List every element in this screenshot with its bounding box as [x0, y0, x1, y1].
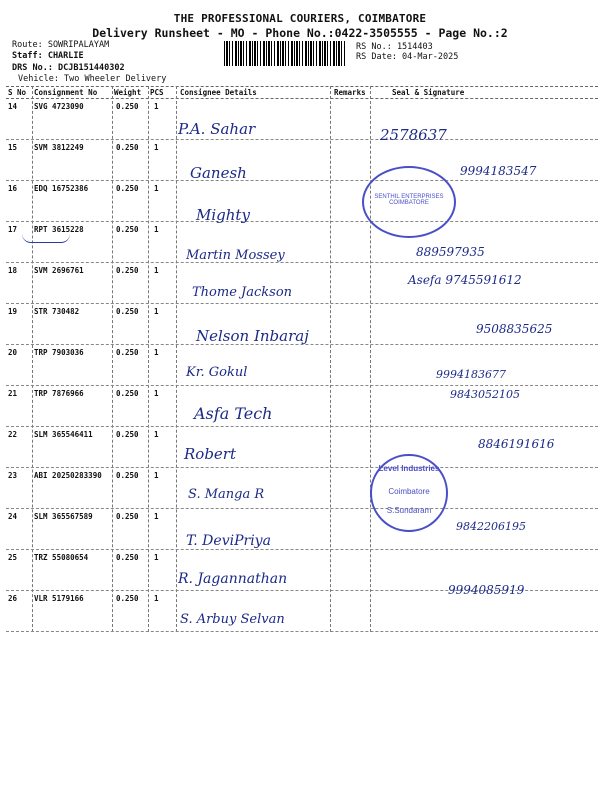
handwritten-signature: 9842206195	[456, 520, 526, 533]
pcs-cell: 1	[154, 348, 159, 357]
route-label: Route: SOWRIPALAYAM	[12, 40, 110, 50]
staff-label: Staff: CHARLIE	[12, 51, 84, 61]
handwritten-signature: 889597935	[416, 245, 485, 259]
consignment-cell: SVM 2696761	[34, 266, 84, 275]
pcs-cell: 1	[154, 389, 159, 398]
pcs-cell: 1	[154, 225, 159, 234]
barcode	[224, 41, 346, 66]
sno-cell: 25	[8, 553, 18, 562]
col-consignee: Consignee Details	[180, 88, 257, 97]
weight-cell: 0.250	[116, 430, 139, 439]
pcs-cell: 1	[154, 143, 159, 152]
consignment-cell: SLM 365546411	[34, 430, 93, 439]
col-sno: S No	[8, 88, 27, 97]
handwritten-signature: 8846191616	[478, 437, 555, 451]
company-seal: Level Industries Coimbatore S.Sundaram	[370, 454, 448, 532]
rs-date: RS Date: 04-Mar-2025	[356, 52, 459, 62]
consignment-cell: TRP 7903036	[34, 348, 84, 357]
sno-cell: 18	[8, 266, 18, 275]
handwritten-signature: 9994183547	[460, 164, 537, 178]
sno-cell: 20	[8, 348, 18, 357]
consignment-cell: ABI 20250283390	[34, 471, 102, 480]
handwritten-consignee: S. Manga R	[188, 487, 265, 502]
handwritten-consignee: Robert	[184, 445, 237, 463]
pcs-cell: 1	[154, 553, 159, 562]
handwritten-consignee: Asfa Tech	[194, 404, 273, 423]
pcs-cell: 1	[154, 102, 159, 111]
pcs-cell: 1	[154, 512, 159, 521]
runsheet-header-title: THE PROFESSIONAL COURIERS, COIMBATORE	[173, 12, 427, 25]
pcs-cell: 1	[154, 184, 159, 193]
weight-cell: 0.250	[116, 143, 139, 152]
weight-cell: 0.250	[116, 553, 139, 562]
sno-cell: 15	[8, 143, 18, 152]
weight-cell: 0.250	[116, 225, 139, 234]
col-seal: Seal & Signature	[392, 88, 465, 97]
pcs-cell: 1	[154, 471, 159, 480]
handwritten-signature: 9994183677	[436, 368, 506, 381]
table-row	[6, 98, 598, 140]
weight-cell: 0.250	[116, 184, 139, 193]
handwritten-signature: 9843052105	[450, 388, 520, 401]
table-row	[6, 221, 598, 263]
vehicle-label: Vehicle: Two Wheeler Delivery	[18, 74, 167, 84]
pcs-cell: 1	[154, 430, 159, 439]
runsheet-header-subtitle: Delivery Runsheet - MO - Phone No.:0422-3505555 - Page No.:2	[92, 26, 508, 40]
sno-cell: 23	[8, 471, 18, 480]
handwritten-consignee: T. DeviPriya	[186, 533, 271, 549]
weight-cell: 0.250	[116, 102, 139, 111]
handwritten-consignee: P.A. Sahar	[178, 120, 256, 138]
handwritten-consignee: S. Arbuy Selvan	[180, 612, 285, 627]
handwritten-consignee: R. Jagannathan	[178, 571, 288, 587]
table-row	[6, 467, 598, 509]
handwritten-signature: 2578637	[380, 126, 447, 144]
company-seal: SENTHIL ENTERPRISES COIMBATORE	[362, 166, 456, 238]
handwritten-consignee: Kr. Gokul	[186, 365, 248, 380]
weight-cell: 0.250	[116, 389, 139, 398]
consignment-cell: SLM 365567589	[34, 512, 93, 521]
rs-number: RS No.: 1514403	[356, 42, 433, 52]
sno-cell: 14	[8, 102, 18, 111]
col-weight: Weight	[114, 88, 142, 97]
pen-mark	[22, 234, 70, 243]
consignment-cell: STR 730482	[34, 307, 80, 316]
weight-cell: 0.250	[116, 266, 139, 275]
handwritten-consignee: Mighty	[196, 206, 250, 224]
handwritten-signature: 9994085919	[448, 583, 525, 597]
weight-cell: 0.250	[116, 512, 139, 521]
sno-cell: 17	[8, 225, 18, 234]
consignment-cell: EDQ 16752386	[34, 184, 89, 193]
handwritten-consignee: Martin Mossey	[186, 248, 285, 263]
weight-cell: 0.250	[116, 307, 139, 316]
drs-number: DRS No.: DCJB151440302	[12, 63, 125, 73]
col-consignment: Consignment No	[34, 88, 98, 97]
col-pcs: PCS	[150, 88, 164, 97]
handwritten-signature: Asefa 9745591612	[408, 273, 522, 287]
handwritten-consignee: Ganesh	[190, 164, 247, 182]
sno-cell: 24	[8, 512, 18, 521]
sno-cell: 19	[8, 307, 18, 316]
sno-cell: 16	[8, 184, 18, 193]
consignment-cell: SVM 3812249	[34, 143, 84, 152]
sno-cell: 26	[8, 594, 18, 603]
pcs-cell: 1	[154, 594, 159, 603]
weight-cell: 0.250	[116, 471, 139, 480]
weight-cell: 0.250	[116, 348, 139, 357]
weight-cell: 0.250	[116, 594, 139, 603]
consignment-cell: RPT 3615228	[34, 225, 84, 234]
col-remarks: Remarks	[334, 88, 366, 97]
sno-cell: 21	[8, 389, 18, 398]
consignment-cell: SVG 4723090	[34, 102, 84, 111]
handwritten-signature: 9508835625	[476, 322, 553, 336]
consignment-cell: TRZ 55080654	[34, 553, 89, 562]
table-row	[6, 344, 598, 386]
handwritten-consignee: Thome Jackson	[192, 285, 293, 300]
sno-cell: 22	[8, 430, 18, 439]
handwritten-consignee: Nelson Inbaraj	[196, 327, 309, 345]
pcs-cell: 1	[154, 307, 159, 316]
consignment-cell: VLR 5179166	[34, 594, 84, 603]
consignment-cell: TRP 7876966	[34, 389, 84, 398]
pcs-cell: 1	[154, 266, 159, 275]
table-row	[6, 180, 598, 222]
